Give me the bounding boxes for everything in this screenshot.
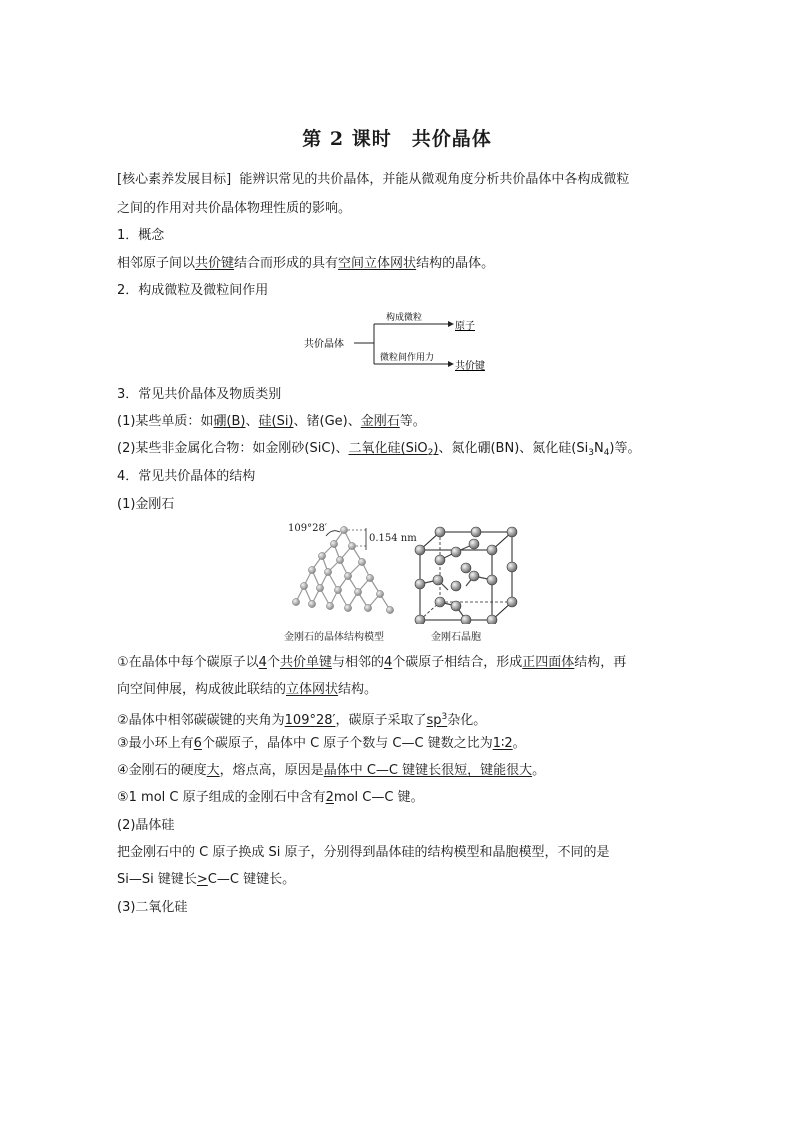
composition-diagram: [300, 310, 500, 376]
text-span: 。: [512, 736, 526, 751]
text-span: 结构的晶体。: [416, 256, 495, 271]
section-3-line-2: [117, 441, 641, 461]
text-span: 等。: [399, 414, 426, 429]
answer-blank: 109°28′: [284, 713, 336, 728]
subscript: 2: [427, 448, 434, 458]
superscript: 3: [441, 712, 448, 722]
text-span: 与相邻的: [331, 655, 384, 670]
answer-blank: [426, 713, 447, 728]
text-span: 、氮化硼(BN)、氮化硅(Si: [438, 441, 589, 456]
text-span: (2)某些非金属化合物：如金刚砂(SiC)、: [117, 441, 349, 456]
goal-label: [核心素养发展目标]: [117, 172, 232, 187]
subscript: 4: [603, 448, 610, 458]
text-span: Si—Si 键键长: [117, 872, 197, 887]
silicon-text-2: [117, 872, 295, 888]
goal-text-1: 能辨识常见的共价晶体，并能从微观角度分析共价晶体中各构成微粒: [239, 172, 630, 187]
text-span: sp: [426, 713, 442, 728]
diamond-heading: (1)金刚石: [117, 497, 175, 512]
answer-blank: 4: [258, 655, 267, 670]
section-1-text: [117, 256, 494, 272]
section-3-line-1: [117, 414, 426, 430]
text-span: 向空间伸展，构成彼此联结的: [117, 682, 287, 697]
sio2-heading: (3)二氧化硅: [117, 900, 188, 915]
text-span: N: [593, 441, 604, 456]
answer-blank: 1∶2: [492, 736, 513, 751]
text-span: 。: [532, 763, 546, 778]
answer-diamond: 金刚石: [360, 414, 400, 429]
text-span: 杂化。: [447, 713, 487, 728]
diamond-unit-cell: [410, 524, 522, 624]
answer-blank: >: [196, 872, 208, 887]
text-span: 结合而形成的具有: [234, 256, 339, 271]
caption-unit-cell: 金刚石晶胞: [431, 632, 481, 643]
answer-blank: 晶体中 C—C 键键长很短，键能很大: [323, 763, 533, 778]
arrowhead-icon: [448, 321, 454, 327]
text-span: ④金刚石的硬度: [117, 763, 207, 778]
text-span: 、锗(Ge)、: [293, 414, 361, 429]
text-span: )等。: [609, 441, 641, 456]
section-1-heading: 1．概念: [117, 228, 165, 243]
diagram-lower-label: 微粒间作用力: [380, 353, 435, 363]
diagram-lower-answer: 共价键: [455, 361, 485, 372]
arrowhead-icon: [448, 361, 454, 367]
page-title: 第 2 课时 共价晶体: [302, 128, 492, 150]
text-span: ⑤1 mol C 原子组成的金刚石中含有: [117, 790, 326, 805]
answer-blank: 立体网状: [286, 682, 339, 697]
text-span: mol C—C 键。: [333, 790, 424, 805]
diamond-item-3: [117, 736, 526, 752]
answer-silicon: 硅(Si): [258, 414, 294, 429]
section-2-heading: 2．构成微粒及微粒间作用: [117, 283, 269, 298]
diamond-item-5: [117, 790, 424, 806]
text-span: C—C 键键长。: [207, 872, 296, 887]
text-span: 结构，再: [574, 655, 627, 670]
text-span: ): [433, 441, 439, 456]
answer-blank: 2: [325, 790, 334, 805]
text-span: 个碳原子相结合，形成: [392, 655, 523, 670]
answer-sio2: [349, 441, 439, 456]
text-span: ，熔点高，原因是: [219, 763, 324, 778]
bond-angle-arc: [326, 531, 340, 536]
text-span: 个碳原子，晶体中 C 原子个数与 C—C 键数之比为: [201, 736, 493, 751]
text-span: 相邻原子间以: [117, 256, 196, 271]
answer-blank: 共价单键: [279, 655, 332, 670]
caption-structure-model: 金刚石的晶体结构模型: [284, 632, 384, 643]
cell-edges: [420, 532, 512, 620]
cell-hidden-edges: [420, 532, 512, 620]
diagram-root: 共价晶体: [304, 339, 344, 350]
answer-blank: 正四面体: [522, 655, 575, 670]
text-span: ，碳原子采取了: [335, 713, 427, 728]
text-span: ②晶体中相邻碳碳键的夹角为: [117, 713, 285, 728]
text-span: 个: [266, 655, 280, 670]
section-4-heading: 4．常见共价晶体的结构: [117, 469, 256, 484]
section-3-heading: 3．常见共价晶体及物质类别: [117, 387, 282, 402]
diamond-item-1: [117, 655, 626, 671]
text-span: 二氧化硅(SiO: [348, 441, 428, 456]
text-span: 结构。: [338, 682, 378, 697]
answer-blank: 4: [383, 655, 393, 670]
answer-covalent-bond: 共价键: [195, 256, 235, 271]
text-span: 、: [245, 414, 259, 429]
text-span: ③最小环上有: [117, 736, 194, 751]
diamond-item-2: [117, 709, 486, 729]
silicon-heading: (2)晶体硅: [117, 818, 175, 833]
diagram-upper-label: 构成微粒: [386, 313, 423, 323]
text-span: (1)某些单质：如: [117, 414, 214, 429]
answer-boron: 硼(B): [213, 414, 246, 429]
bond-angle-label: 109°28′: [288, 523, 328, 534]
answer-blank: 大: [206, 763, 220, 778]
silicon-text-1: 把金刚石中的 C 原子换成 Si 原子，分别得到晶体硅的结构模型和晶胞模型，不同的是: [117, 845, 610, 860]
goal-line-2: 之间的作用对共价晶体物理性质的影响。: [117, 201, 352, 216]
goal-line-1: [117, 172, 629, 188]
answer-network: 空间立体网状: [338, 256, 417, 271]
text-span: ①在晶体中每个碳原子以: [117, 655, 259, 670]
answer-blank: 6: [193, 736, 202, 751]
subscript: 3: [588, 448, 594, 458]
diagram-upper-answer: 原子: [455, 321, 475, 332]
diamond-item-4: [117, 763, 545, 779]
diamond-item-1-cont: [117, 682, 377, 698]
bond-length-label: 0.154 nm: [369, 533, 417, 544]
